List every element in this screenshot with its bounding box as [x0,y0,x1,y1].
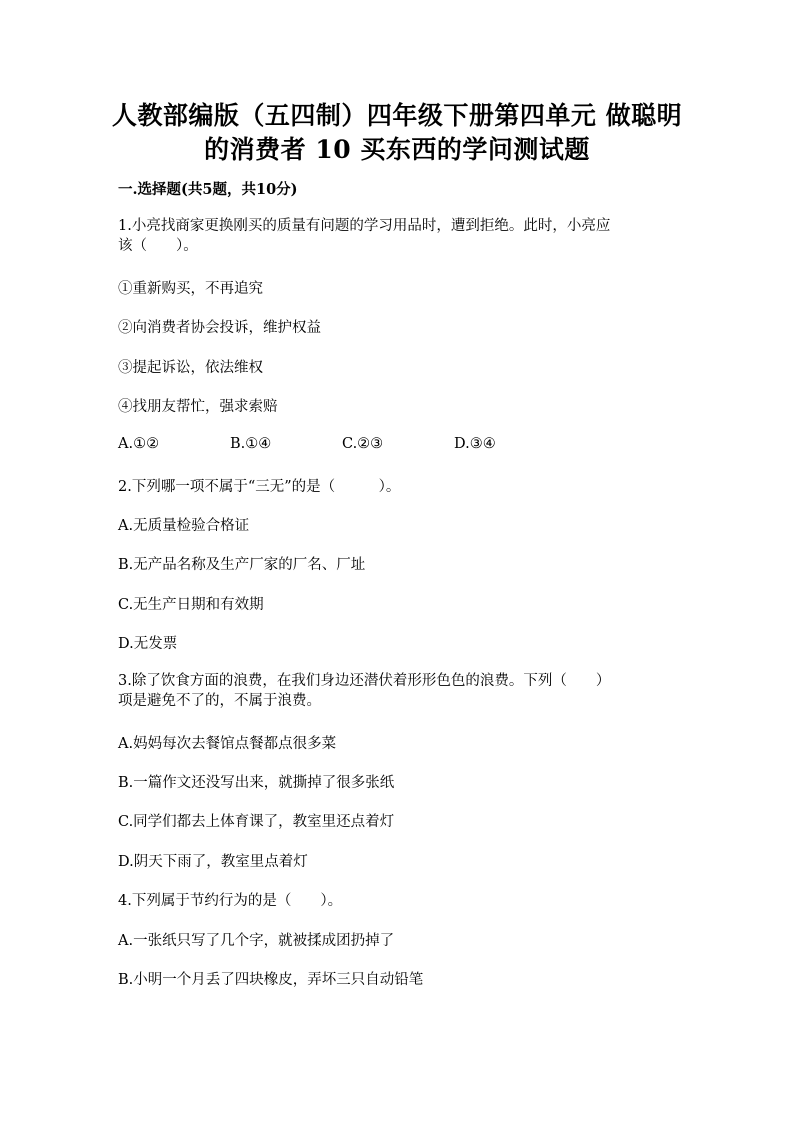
question-3-choice-d: D.阴天下雨了，教室里点着灯 [118,854,308,870]
question-4-choice-a: A.一张纸只写了几个字，就被揉成团扔掉了 [118,933,395,949]
question-1-stem-line-2: 该（ ）。 [118,238,198,254]
question-2-choice-c: C.无生产日期和有效期 [118,597,264,613]
question-4-choice-b: B.小明一个月丢了四块橡皮，弄坏三只自动铅笔 [118,972,424,988]
question-1-item-1: ①重新购买，不再追究 [118,281,263,297]
question-1-choice-d: D.③④ [454,436,496,452]
question-3-stem-line-1: 3.除了饮食方面的浪费，在我们身边还潜伏着形形色色的浪费。下列（ ） [118,673,611,689]
question-3-choice-c: C.同学们都去上体育课了，教室里还点着灯 [118,814,395,830]
question-3-stem [118,671,678,711]
question-1-stem-line-1: 1.小亮找商家更换刚买的质量有问题的学习用品时，遭到拒绝。此时，小亮应 [118,218,611,234]
question-2-choice-d: D.无发票 [118,636,178,652]
question-1-stem [118,216,678,256]
question-1-choice-b: B.①④ [230,436,272,452]
question-3-choice-a: A.妈妈每次去餐馆点餐都点很多菜 [118,736,337,752]
question-3-stem-line-2: 项是避免不了的，不属于浪费。 [118,693,321,709]
question-1-choice-a: A.①② [118,436,160,452]
page-title-line-1: 人教部编版（五四制）四年级下册第四单元 做聪明 [111,101,683,130]
question-4-stem: 4.下列属于节约行为的是（ ）。 [118,893,343,909]
question-3-choice-b: B.一篇作文还没写出来，就撕掉了很多张纸 [118,775,395,791]
question-2-choice-b: B.无产品名称及生产厂家的厂名、厂址 [118,557,366,573]
question-2-stem: 2.下列哪一项不属于“三无”的是（ ）。 [118,479,401,495]
question-1-item-4: ④找朋友帮忙，强求索赔 [118,399,278,415]
section-heading: 一.选择题(共5题，共10分) [118,181,298,198]
page-title-line-2: 的消费者 10 买东西的学问测试题 [204,135,590,164]
question-1-choice-c: C.②③ [342,436,384,452]
question-1-item-3: ③提起诉讼，依法维权 [118,360,263,376]
question-1-item-2: ②向消费者协会投诉，维护权益 [118,320,321,336]
question-2-choice-a: A.无质量检验合格证 [118,518,250,534]
